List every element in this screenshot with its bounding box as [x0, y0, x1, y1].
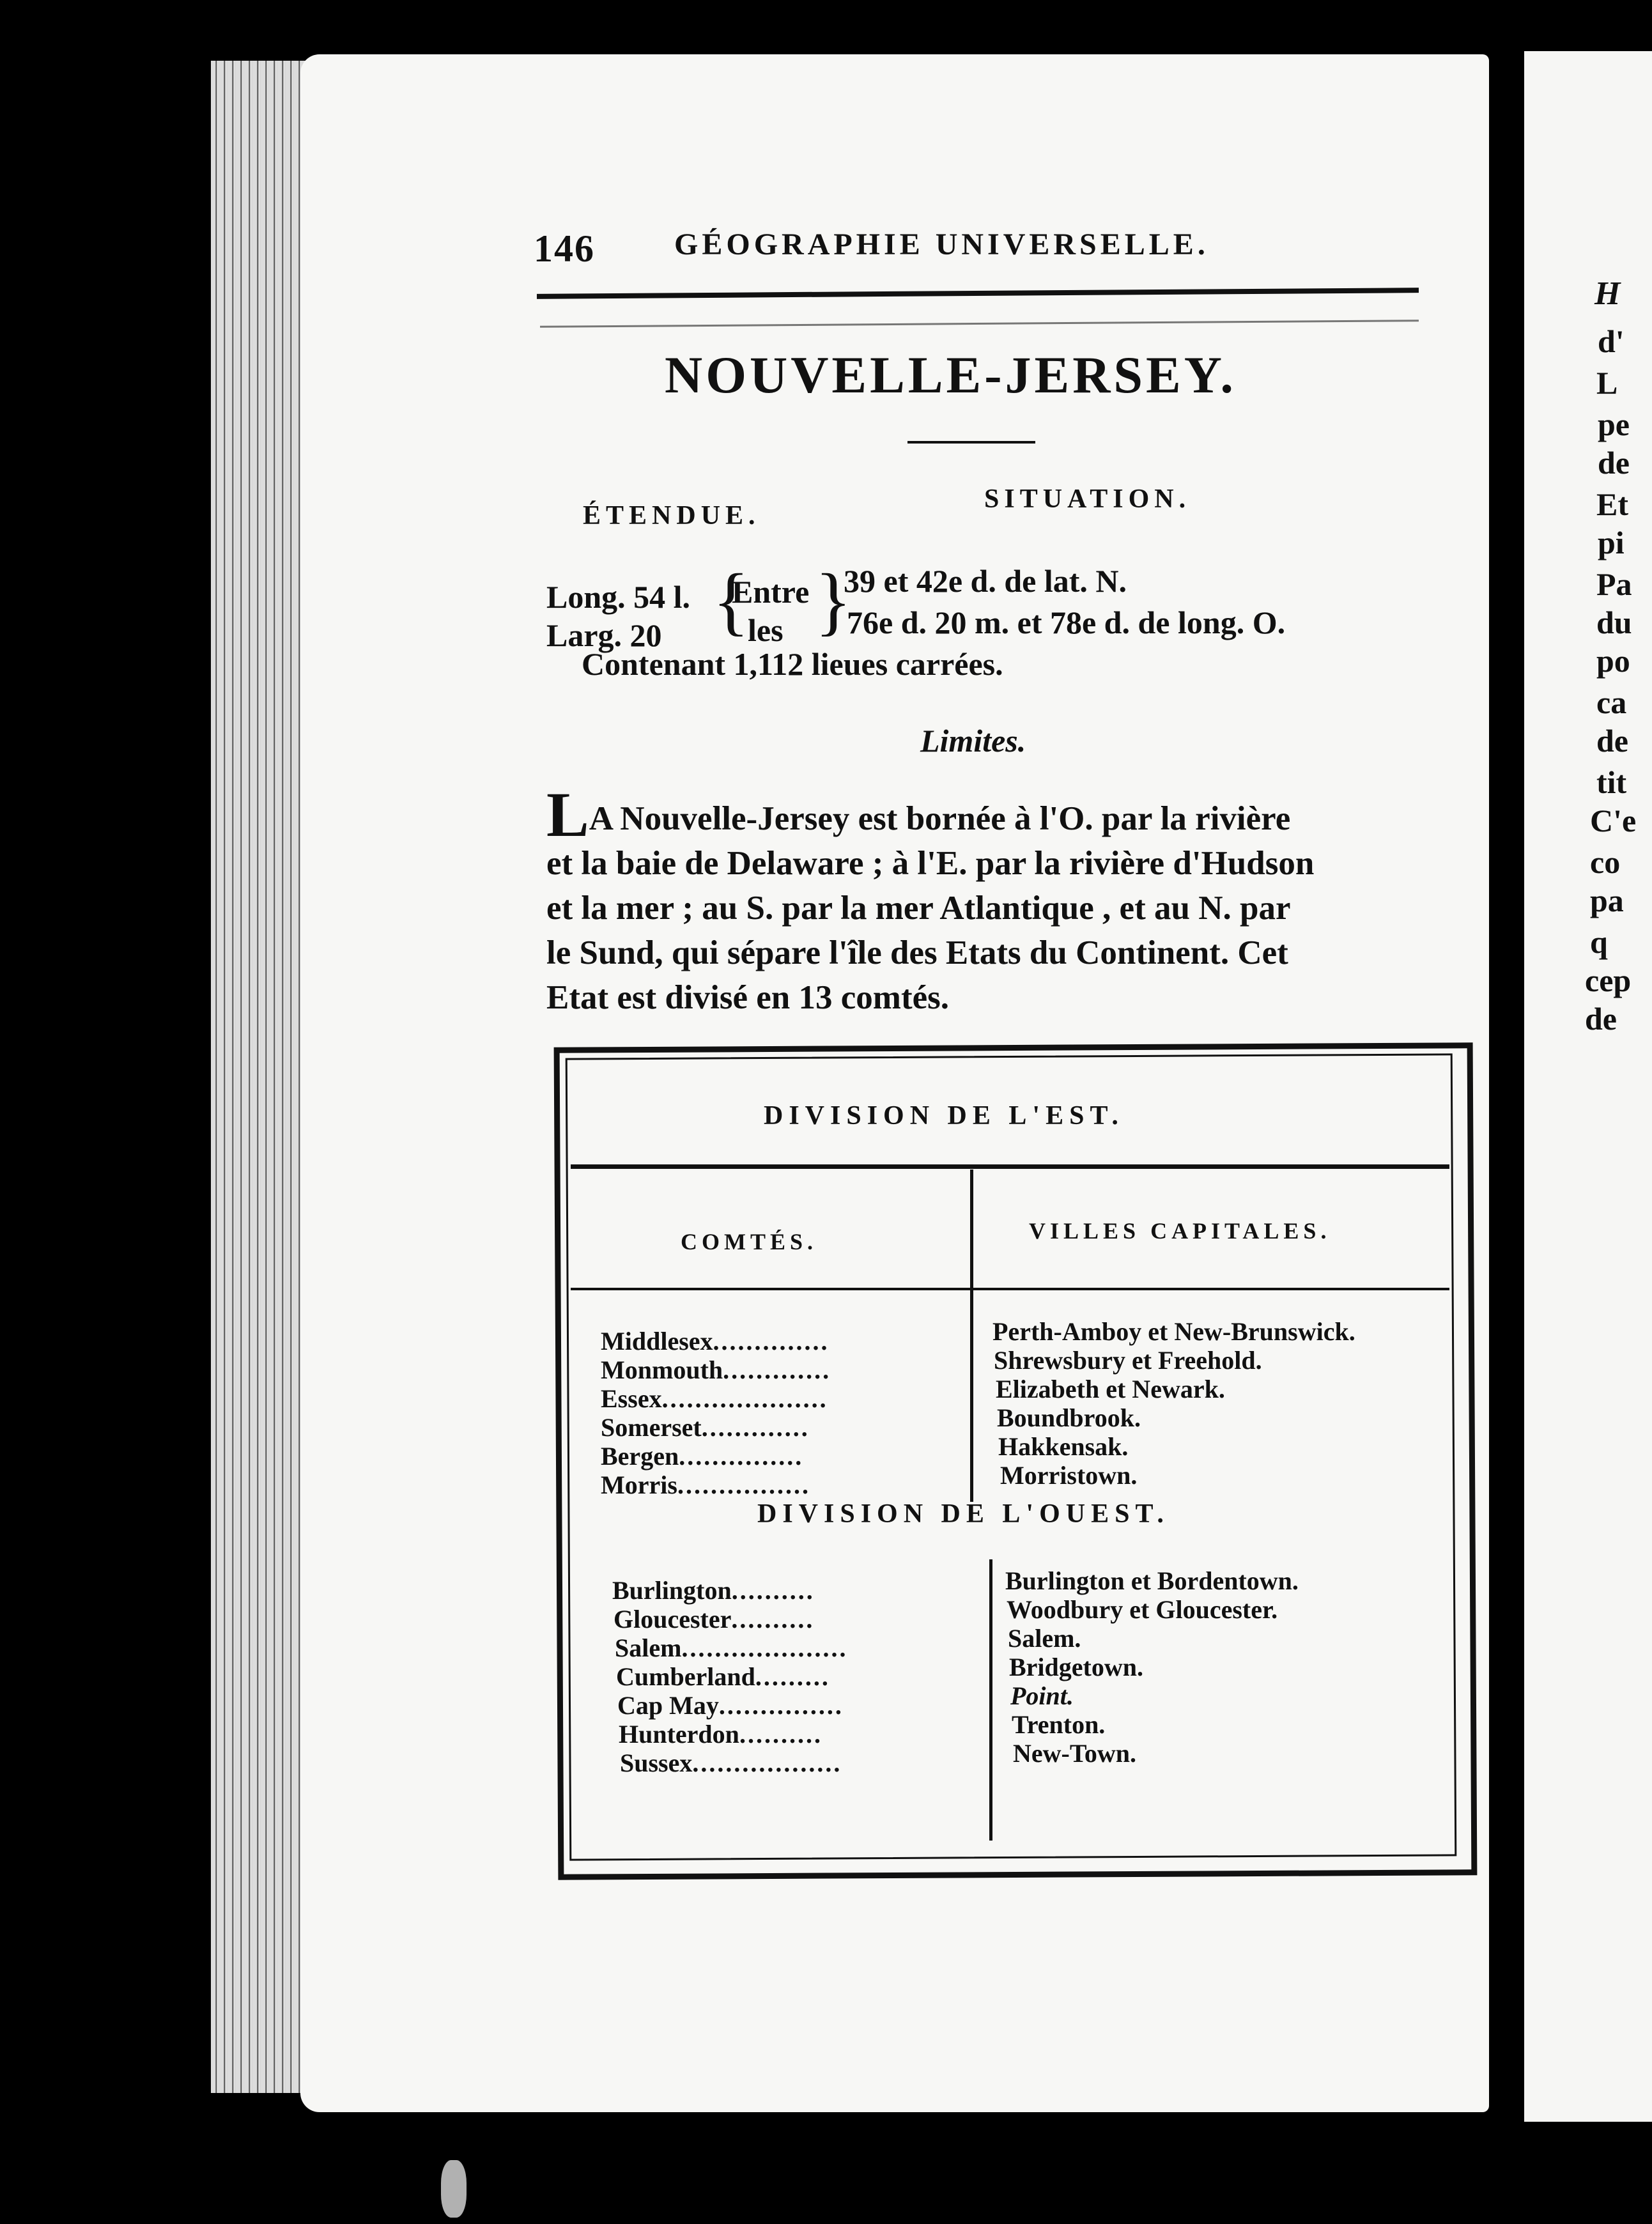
column-header-comtes: COMTÉS. — [681, 1229, 818, 1255]
ville-cell: Morristown. — [1000, 1461, 1138, 1490]
facing-page-text: cep — [1585, 962, 1632, 998]
facing-page-text: Et — [1596, 486, 1628, 522]
comte-cell: Sussex.................. — [620, 1749, 842, 1777]
comte-cell: Cap May............... — [617, 1691, 844, 1720]
latitude-text: 39 et 42e d. de lat. N. — [844, 563, 1127, 599]
comte-name: Salem — [615, 1633, 682, 1662]
comte-cell: Somerset............. — [601, 1413, 810, 1442]
facing-page-text: pi — [1598, 525, 1625, 560]
paragraph-line: et la baie de Delaware ; à l'E. par la rivière d'Hudson — [546, 845, 1315, 882]
facing-page-text: pa — [1590, 883, 1624, 918]
ville-cell: New-Town. — [1013, 1739, 1136, 1768]
paragraph-line-text: A Nouvelle-Jersey est bornée à l'O. par la rivière — [589, 800, 1291, 837]
larg-label: Larg. 20 — [546, 617, 662, 653]
division-est-title: DIVISION DE L'EST. — [764, 1101, 1124, 1131]
running-title: GÉOGRAPHIE UNIVERSELLE. — [674, 228, 1209, 261]
facing-page-text: d' — [1598, 323, 1625, 359]
paragraph-line — [546, 779, 1441, 850]
comte-cell: Hunterdon.......... — [619, 1720, 822, 1749]
comte-name: Somerset — [601, 1413, 702, 1442]
ville-cell: Boundbrook. — [997, 1403, 1141, 1432]
comte-name: Bergen — [601, 1442, 679, 1471]
ville-cell: Woodbury et Gloucester. — [1007, 1595, 1278, 1624]
comte-cell: Salem.................... — [615, 1633, 848, 1662]
comte-name: Cumberland — [616, 1662, 755, 1691]
les-label: les — [748, 612, 784, 648]
paper-stain — [441, 2160, 467, 2218]
paragraph-line: Etat est divisé en 13 comtés. — [546, 979, 949, 1016]
comte-cell: Essex.................... — [601, 1384, 828, 1413]
ville-cell: Hakkensak. — [998, 1432, 1129, 1461]
limites-heading: Limites. — [920, 723, 1026, 759]
right-brace: } — [815, 558, 852, 643]
page-title: NOUVELLE-JERSEY. — [665, 346, 1237, 404]
comte-cell: Gloucester.......... — [614, 1605, 815, 1633]
comte-name: Essex — [601, 1384, 662, 1413]
facing-page-text: H — [1594, 275, 1621, 312]
facing-page-text: pe — [1598, 406, 1630, 442]
ville-cell: Trenton. — [1012, 1710, 1106, 1739]
division-ouest-title: DIVISION DE L'OUEST. — [757, 1499, 1170, 1529]
ville-cell: Bridgetown. — [1009, 1653, 1143, 1681]
comte-cell: Morris................ — [601, 1471, 810, 1499]
heading-situation: SITUATION. — [984, 484, 1191, 514]
left-brace: { — [713, 558, 750, 643]
heading-etendue: ÉTENDUE. — [583, 501, 760, 530]
table-rule — [571, 1288, 1449, 1290]
comte-cell: Monmouth............. — [601, 1355, 831, 1384]
comte-cell: Bergen............... — [601, 1442, 804, 1471]
column-divider — [970, 1170, 973, 1502]
facing-page-text: ca — [1596, 684, 1627, 720]
column-header-villes: VILLES CAPITALES. — [1029, 1218, 1331, 1244]
comte-cell: Middlesex.............. — [601, 1327, 830, 1355]
table-rule — [571, 1164, 1449, 1169]
comte-name: Hunterdon — [619, 1720, 739, 1749]
paragraph-line: et la mer ; au S. par la mer Atlantique , et au N. par — [546, 890, 1291, 927]
ville-cell: Salem. — [1008, 1624, 1081, 1653]
facing-page-text: tit — [1596, 764, 1627, 800]
facing-page-text: de — [1598, 445, 1630, 481]
comte-name: Morris — [601, 1471, 677, 1499]
ville-cell: Perth-Amboy et New-Brunswick. — [992, 1317, 1355, 1346]
facing-page-text: q — [1590, 924, 1608, 960]
facing-page-text: co — [1590, 844, 1621, 880]
facing-page-text: C'e — [1590, 803, 1637, 838]
drop-cap: L — [546, 779, 589, 850]
ville-cell: Elizabeth et Newark. — [996, 1375, 1225, 1403]
facing-page-text: L — [1596, 365, 1618, 401]
ville-cell: Burlington et Bordentown. — [1005, 1566, 1299, 1595]
facing-page-text: po — [1596, 643, 1630, 679]
ville-cell: Point. — [1010, 1681, 1074, 1710]
facing-page-text: du — [1596, 605, 1632, 640]
ville-cell: Shrewsbury et Freehold. — [994, 1346, 1262, 1375]
long-label: Long. 54 l. — [546, 579, 691, 615]
longitude-text: 76e d. 20 m. et 78e d. de long. O. — [847, 605, 1286, 640]
comte-name: Burlington — [612, 1576, 732, 1605]
comte-cell: Burlington.......... — [612, 1576, 815, 1605]
facing-page — [1524, 51, 1652, 2122]
entre-label: Entre — [732, 574, 810, 610]
comte-name: Sussex — [620, 1749, 693, 1777]
facing-page-text: Pa — [1596, 566, 1632, 602]
body-paragraph — [546, 779, 1441, 1020]
comte-cell: Cumberland......... — [616, 1662, 830, 1691]
comte-name: Middlesex — [601, 1327, 713, 1355]
contenant-text: Contenant 1,112 lieues carrées. — [582, 646, 1003, 682]
comte-name: Cap May — [617, 1691, 719, 1720]
column-divider — [989, 1559, 992, 1841]
page-number: 146 — [534, 228, 595, 270]
paragraph-line: le Sund, qui sépare l'île des Etats du Continent. Cet — [546, 934, 1288, 971]
facing-page-text: de — [1585, 1001, 1617, 1037]
facing-page-text: de — [1596, 723, 1628, 759]
comte-name: Gloucester — [614, 1605, 732, 1633]
title-rule — [907, 441, 1035, 444]
comte-name: Monmouth — [601, 1355, 723, 1384]
